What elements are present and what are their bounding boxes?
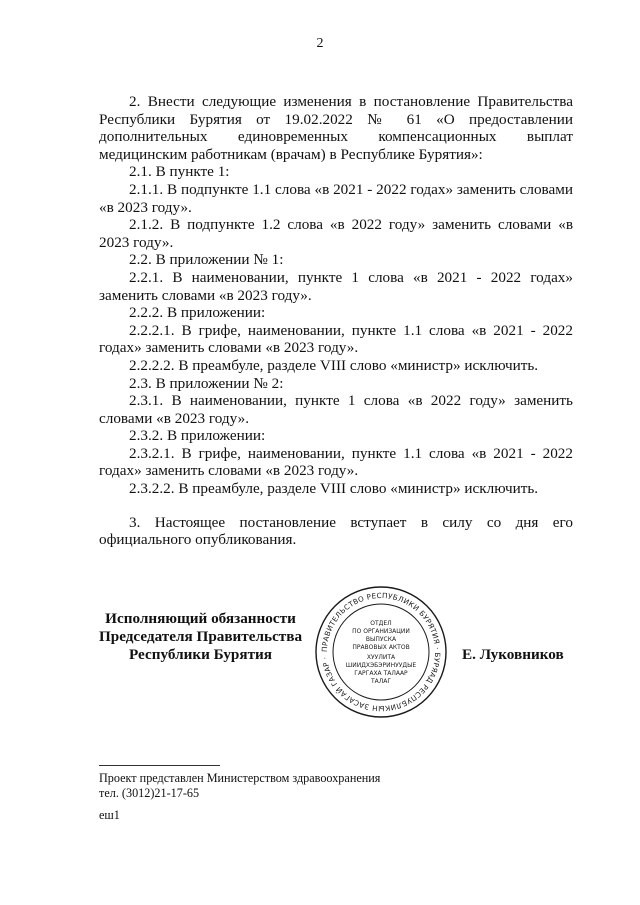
stamp-center-line: ВЫПУСКА [365,636,397,643]
footer-divider [99,765,220,766]
signature-position-line: Председателя Правительства [98,628,303,645]
paragraph: 2.2.1. В наименовании, пункте 1 слова «в 2021 - 2022 годах» заменить словами «в 2023 году». [99,268,573,304]
paragraph: 2. Внести следующие изменения в постановление Правительства Республики Бурятия от 19.02.2022 № 61 «О предоставлении дополнительных единовременных компенсационных выплат медицинским работникам (врачам) в Республике Бурятия»: [99,93,573,163]
stamp-ring-text: ПРАВИТЕЛЬСТВО РЕСПУБЛИКИ БУРЯТИЯ · БУРЯАД РЕСПУБЛИКЫН ЗАСАГАЙ ГАЗАР · [319,590,443,714]
paragraph: 2.1. В пункте 1: [129,163,230,181]
paragraph: 2.2.2.2. В преамбуле, разделе VIII слово «министр» исключить. [129,356,539,374]
stamp-outer-ring [316,587,446,717]
footer-line: Проект представлен Министерством здравоохранения [99,771,381,785]
paragraph: 2.3.2. В приложении: [129,427,266,445]
stamp-center-line: ХУУЛИТА [366,654,396,661]
document-index: еш1 [99,808,120,822]
paragraph: 2.3.2.1. В грифе, наименовании, пункте 1.1 слова «в 2021 - 2022 годах» заменить словами «в 2023 году». [99,444,573,480]
footer-line: тел. (3012)21-17-65 [99,786,200,800]
paragraph: 2.2.2. В приложении: [129,304,266,322]
stamp-center-line: ШИИДХЭБЭРИНУУДЫЕ [345,662,417,669]
signature-position [98,610,303,664]
paragraph: 2.1.2. В подпункте 1.2 слова «в 2022 году» заменить словами «в 2023 году». [99,216,573,251]
paragraph: 2.3.2.2. В преамбуле, разделе VIII слово «министр» исключить. [129,480,539,498]
paragraph: 2.1.1. В подпункте 1.1 слова «в 2021 - 2022 годах» заменить словами «в 2023 году». [99,180,573,216]
paragraph: 2.2. В приложении № 1: [129,251,284,269]
stamp-center-line: ПО ОРГАНИЗАЦИИ [352,628,410,635]
signer-name: Е. Луковников [462,646,564,663]
footer-note [99,771,380,801]
stamp-inner-ring [333,604,429,700]
signature-position-line: Исполняющий обязанности [105,610,296,627]
stamp-center-line: ОТДЕЛ [370,620,392,627]
paragraph: 2.3. В приложении № 2: [129,374,284,392]
paragraph: 2.2.2.1. В грифе, наименовании, пункте 1.1 слова «в 2021 - 2022 годах» заменить словами «в 2023 году». [99,321,573,357]
paragraph: 3. Настоящее постановление вступает в силу со дня его официального опубликования. [99,513,573,549]
document-body [99,93,573,549]
stamp-center-line: ГАРГАХА ТАЛААР [354,670,408,677]
signature-position-line: Республики Бурятия [128,646,273,663]
stamp-center-line: ТАЛАГ [370,678,392,685]
stamp-center-line: ПРАВОВЫХ АКТОВ [352,644,410,651]
page-number: 2 [316,36,324,51]
official-seal-stamp [314,585,448,719]
paragraph: 2.3.1. В наименовании, пункте 1 слова «в 2022 году» заменить словами «в 2023 году». [99,392,573,427]
